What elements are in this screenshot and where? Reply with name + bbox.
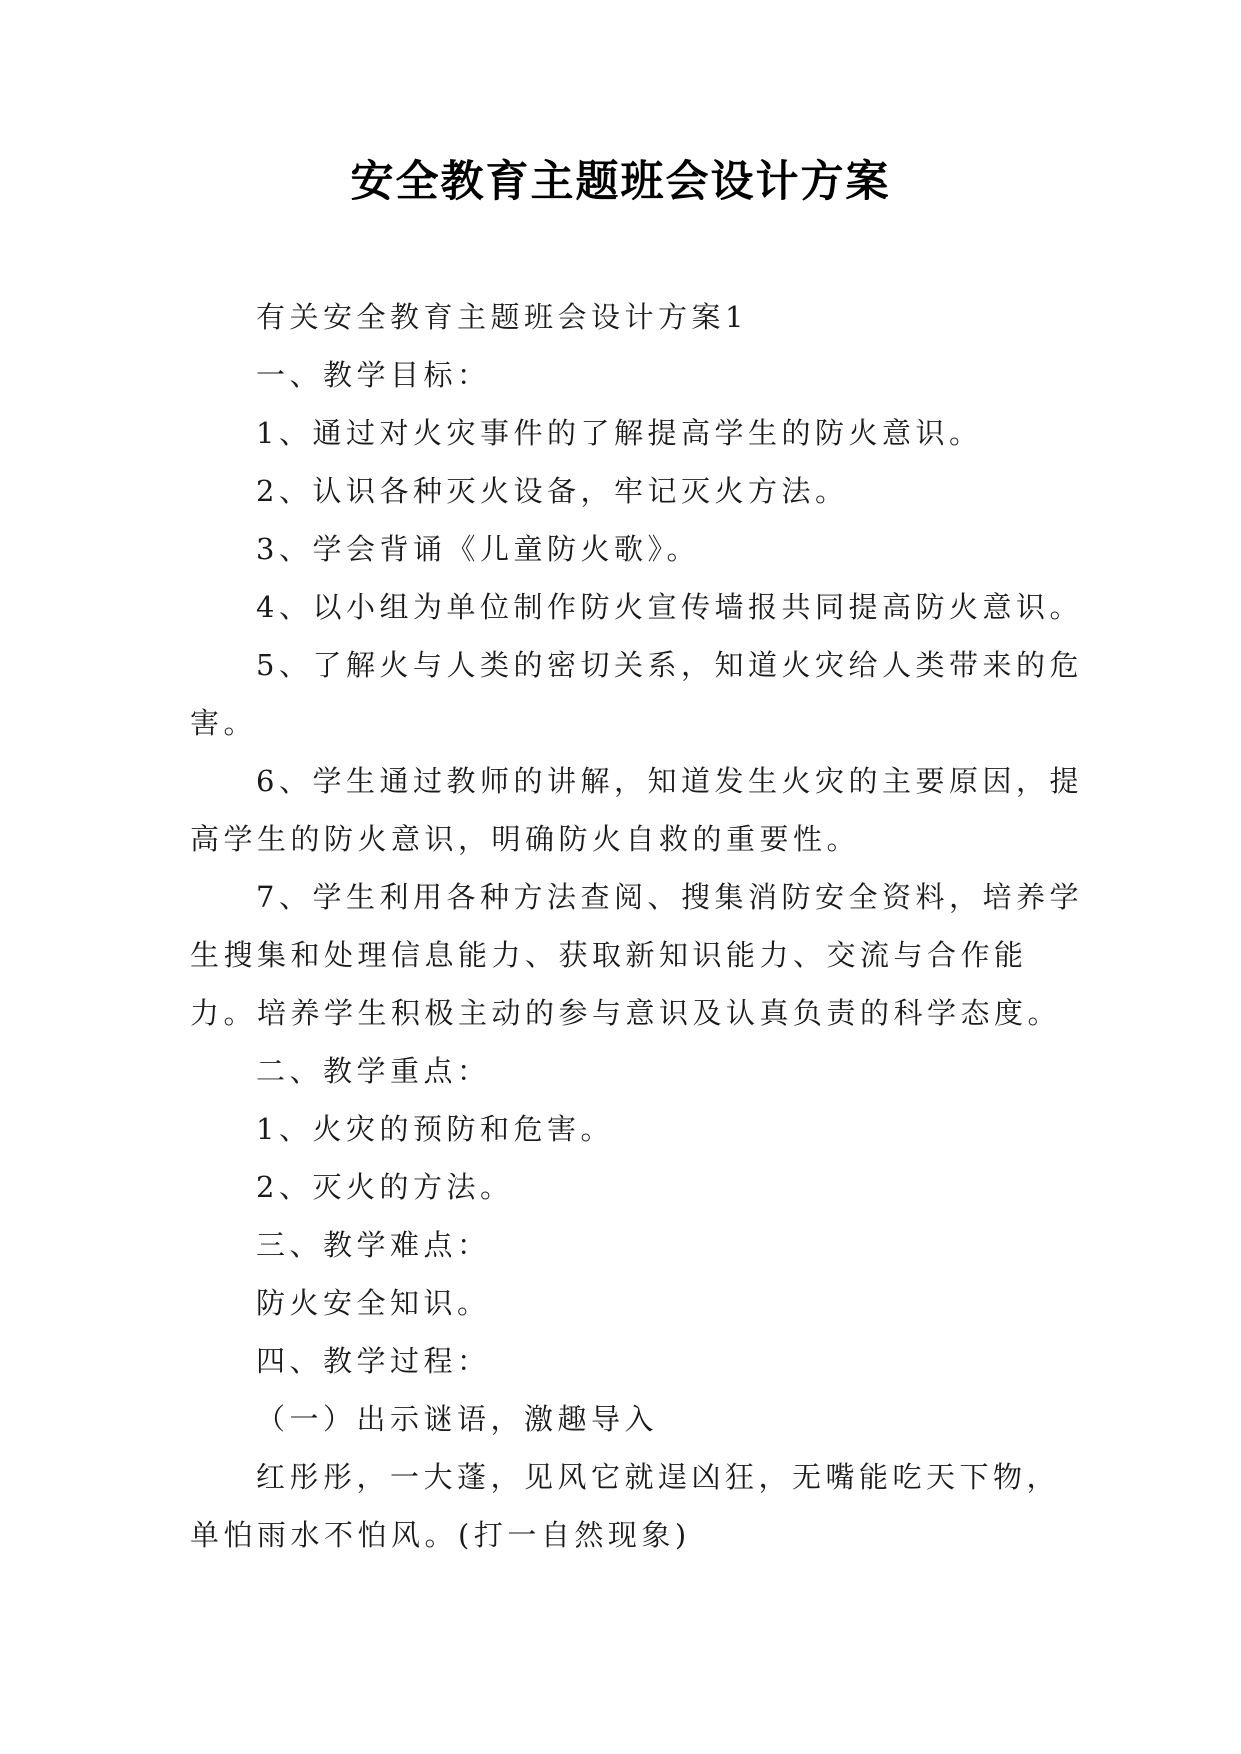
paragraph-process-step-1: （一）出示谜语，激趣导入 — [256, 1402, 659, 1436]
paragraph-goal-5: 5、了解火与人类的密切关系，知道火灾给人类带来的危害。 — [190, 648, 1083, 740]
paragraph-riddle: 红彤彤，一大蓬，见风它就逞凶狂，无嘴能吃天下物，单怕雨水不怕风。(打一自然现象) — [190, 1460, 1061, 1552]
paragraph-focus-2: 2、灭火的方法。 — [256, 1170, 514, 1204]
paragraph-goal-6: 6、学生通过教师的讲解，知道发生火灾的主要原因，提高学生的防火意识，明确防火自救的重要性。 — [190, 764, 1083, 856]
paragraph-section-heading: 有关安全教育主题班会设计方案1 — [256, 300, 748, 334]
paragraph-goals-heading: 一、教学目标： — [256, 358, 491, 392]
paragraph-goal-7: 7、学生利用各种方法查阅、搜集消防安全资料，培养学生搜集和处理信息能力、获取新知识能力、交流与合作能力。培养学生积极主动的参与意识及认真负责的科学态度。 — [190, 880, 1083, 1030]
document-body — [190, 288, 1090, 1564]
paragraph-goal-2: 2、认识各种灭火设备，牢记灭火方法。 — [256, 474, 849, 508]
paragraph-goal-4: 4、以小组为单位制作防火宣传墙报共同提高防火意识。 — [256, 590, 1083, 624]
document-title: 安全教育主题班会设计方案 — [350, 157, 891, 207]
paragraph-focus-heading: 二、教学重点： — [256, 1054, 491, 1088]
paragraph-goal-3: 3、学会背诵《儿童防火歌》。 — [256, 532, 700, 566]
paragraph-difficulty-1: 防火安全知识。 — [256, 1286, 491, 1320]
paragraph-focus-1: 1、火灾的预防和危害。 — [256, 1112, 614, 1146]
paragraph-process-heading: 四、教学过程： — [256, 1344, 491, 1378]
paragraph-goal-1: 1、通过对火灾事件的了解提高学生的防火意识。 — [256, 416, 983, 450]
paragraph-difficulty-heading: 三、教学难点： — [256, 1228, 491, 1262]
